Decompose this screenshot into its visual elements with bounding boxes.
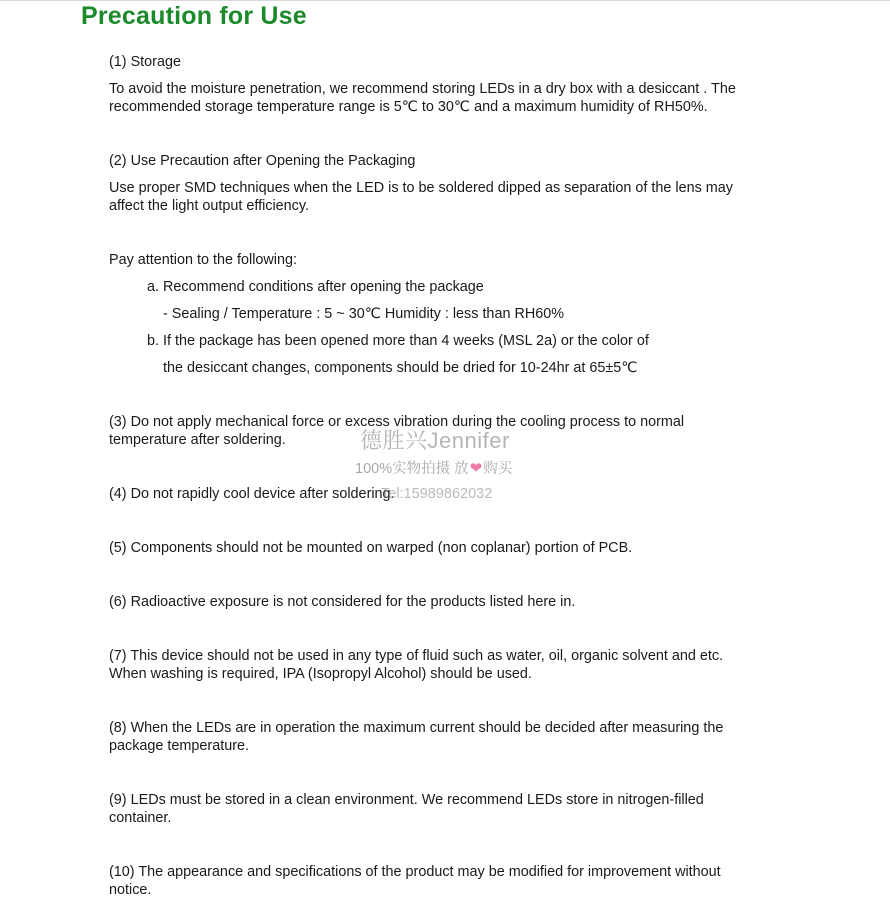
- rule-7-line1: (7) This device should not be used in any type of fluid such as water, oil, organic solvent and etc.: [109, 648, 724, 664]
- attention-heading: Pay attention to the following:: [109, 252, 297, 268]
- watermark-brand: 德胜兴Jennifer: [360, 428, 510, 453]
- storage-heading: (1) Storage: [109, 54, 181, 70]
- storage-text-line2: recommended storage temperature range is 5℃ to 30℃ and a maximum humidity of RH50%.: [109, 99, 708, 115]
- rule-3-line1: (3) Do not apply mechanical force or excess vibration during the cooling process to normal: [109, 414, 685, 430]
- packaging-text-line1: Use proper SMD techniques when the LED is to be soldered dipped as separation of the lens may: [109, 180, 733, 196]
- rule-7-line2: When washing is required, IPA (Isopropyl Alcohol) should be used.: [109, 666, 532, 682]
- rule-8-line1: (8) When the LEDs are in operation the maximum current should be decided after measuring the: [109, 720, 724, 736]
- watermark-phone: Tel:15989862032: [381, 486, 493, 502]
- storage-text-line1: To avoid the moisture penetration, we recommend storing LEDs in a dry box with a desiccant . The: [109, 81, 736, 97]
- attention-item-a-detail: - Sealing / Temperature : 5 ~ 30℃ Humidity : less than RH60%: [163, 306, 565, 322]
- rule-8-line2: package temperature.: [109, 738, 249, 754]
- watermark-slogan: [355, 460, 512, 478]
- rule-9-line2: container.: [109, 810, 172, 826]
- rule-10-line2: notice.: [109, 882, 152, 898]
- page-title: Precaution for Use: [81, 2, 307, 30]
- watermark-slogan-left: 100%实物拍摄 放: [355, 461, 469, 477]
- rule-9-line1: (9) LEDs must be stored in a clean environment. We recommend LEDs store in nitrogen-filled: [109, 792, 704, 808]
- rule-3-line2: temperature after soldering.: [109, 432, 286, 448]
- attention-item-a: a. Recommend conditions after opening the package: [147, 279, 484, 295]
- rule-10-line1: (10) The appearance and specifications of the product may be modified for improvement without: [109, 864, 721, 880]
- attention-item-b-line1: b. If the package has been opened more than 4 weeks (MSL 2a) or the color of: [147, 333, 649, 349]
- watermark-slogan-right: 购买: [483, 461, 513, 477]
- rule-4: (4) Do not rapidly cool device after soldering.: [109, 486, 395, 502]
- packaging-text-line2: affect the light output efficiency.: [109, 198, 309, 214]
- packaging-heading: (2) Use Precaution after Opening the Packaging: [109, 153, 416, 169]
- attention-item-b-line2: the desiccant changes, components should be dried for 10-24hr at 65±5℃: [163, 360, 638, 376]
- rule-6: (6) Radioactive exposure is not considered for the products listed here in.: [109, 594, 576, 610]
- heart-icon: ❤: [469, 460, 483, 477]
- rule-5: (5) Components should not be mounted on warped (non coplanar) portion of PCB.: [109, 540, 633, 556]
